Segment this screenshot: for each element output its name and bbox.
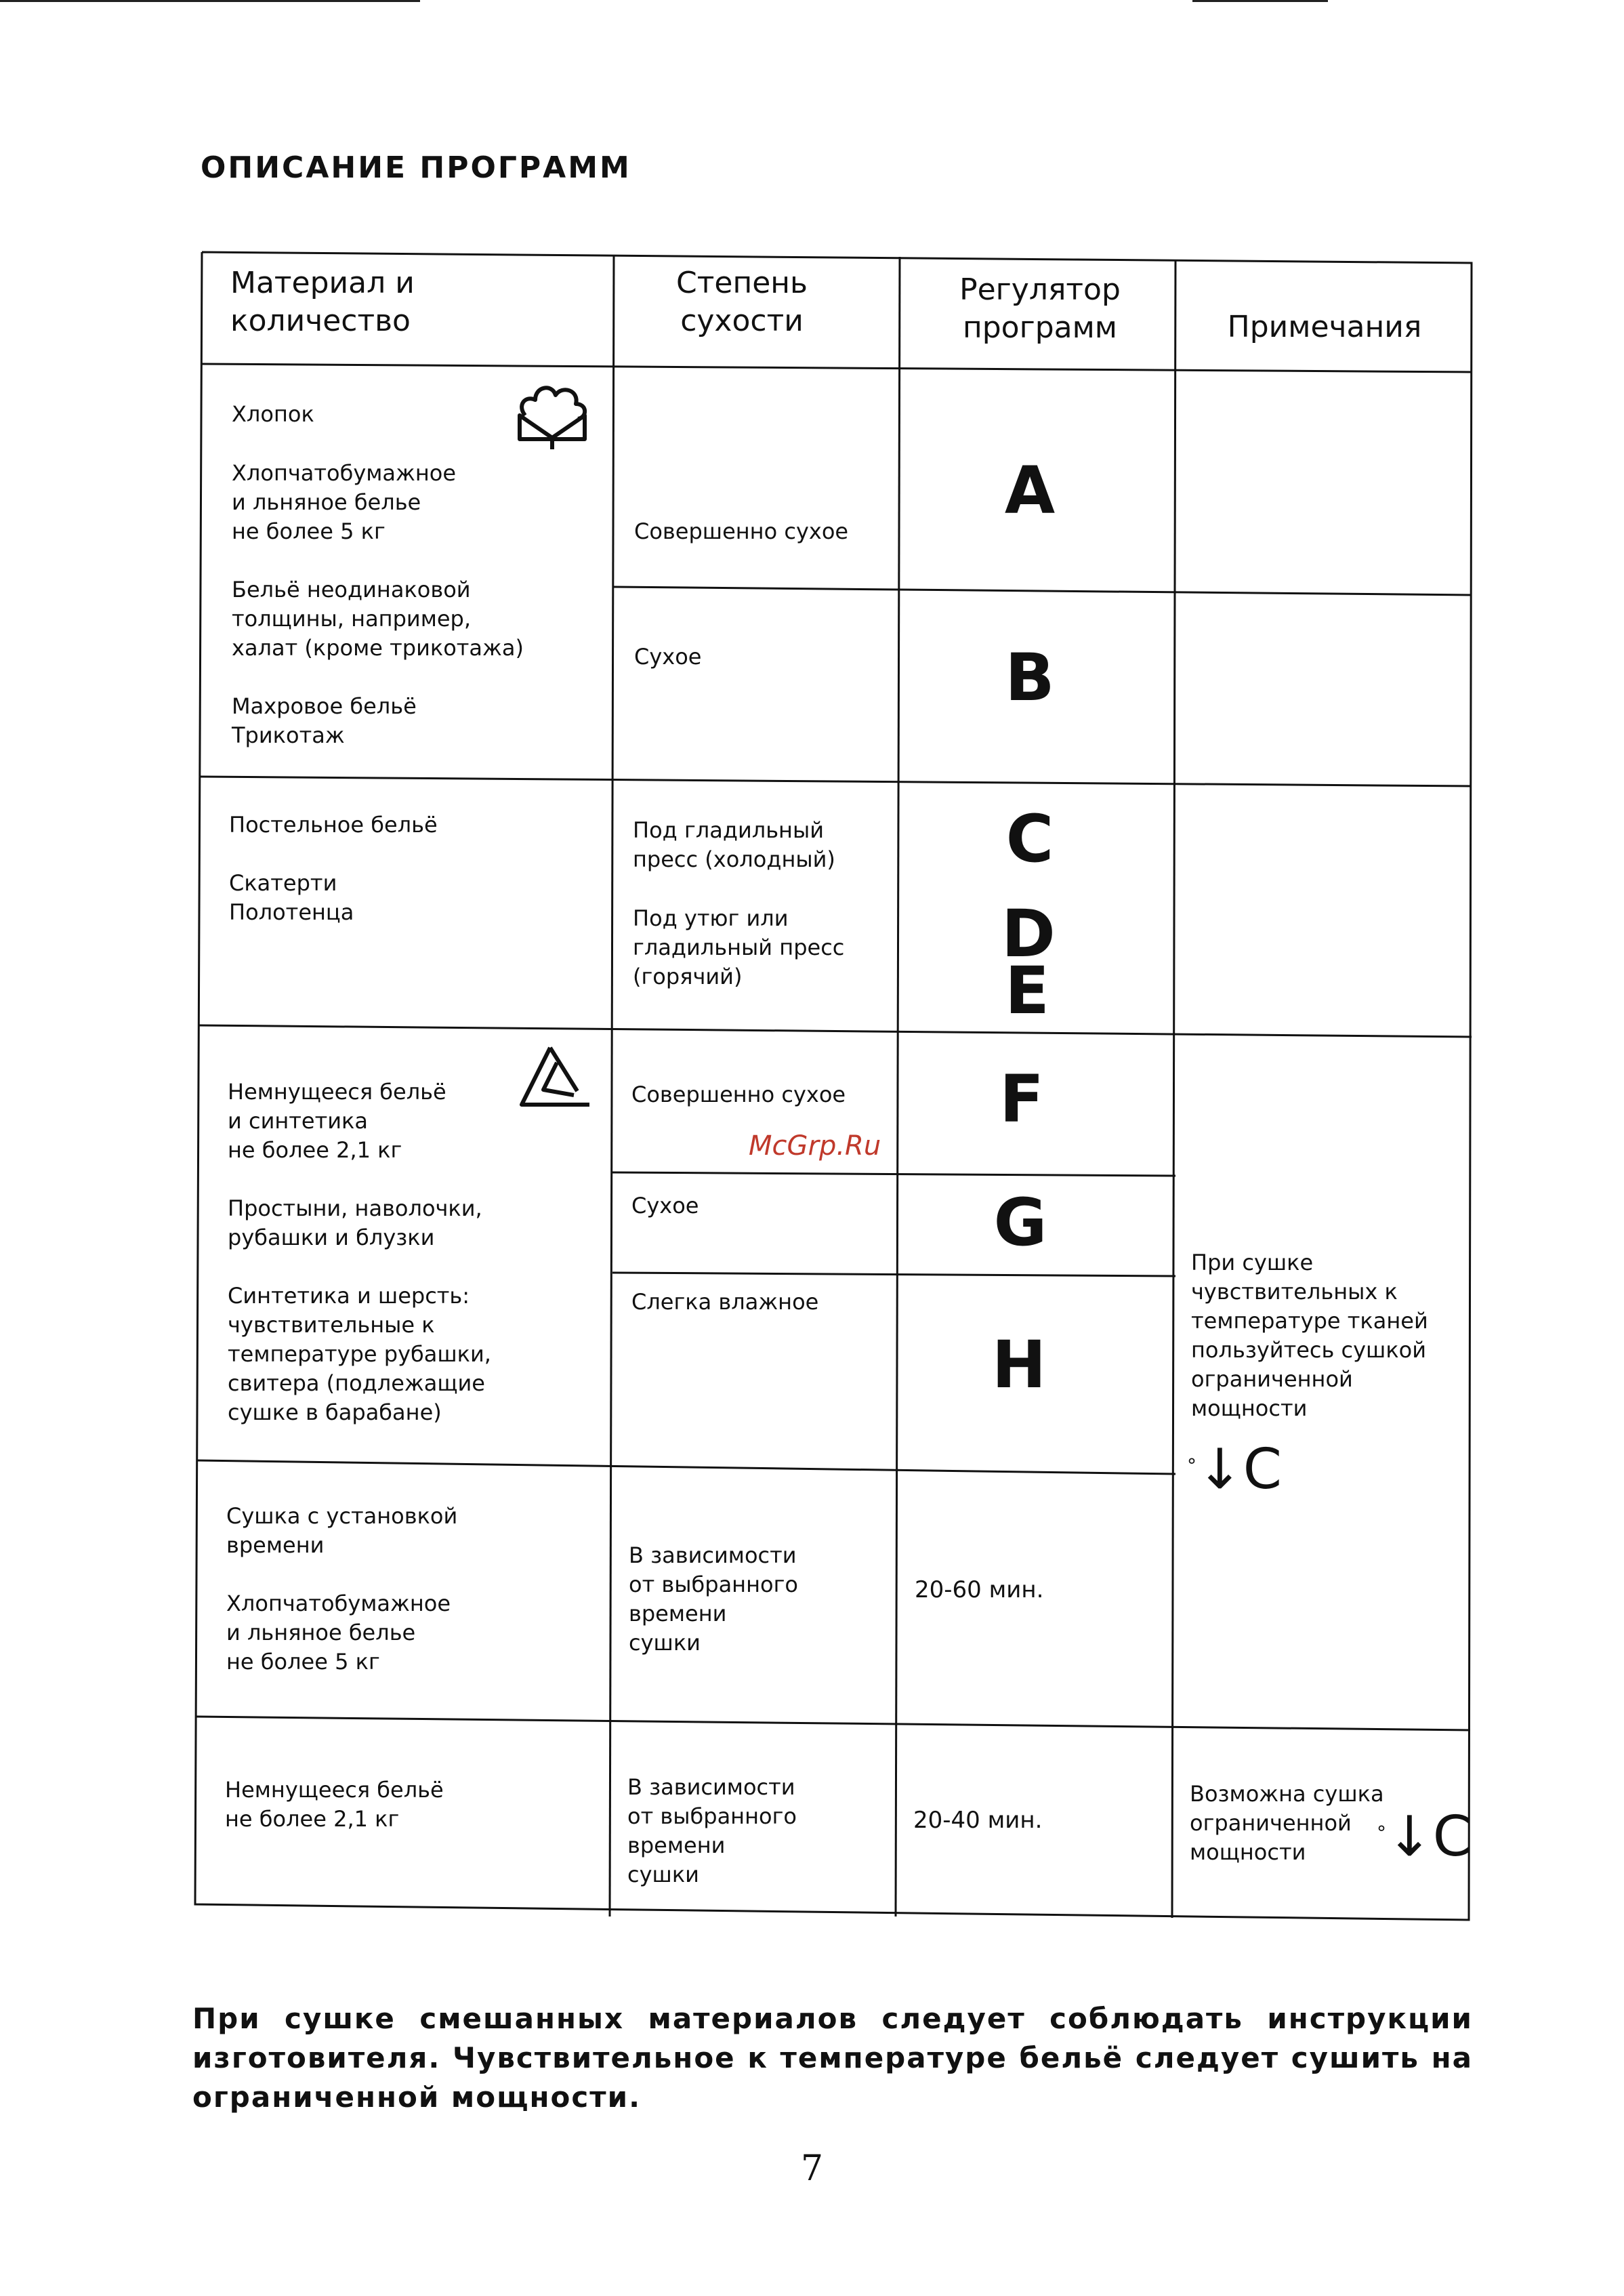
watermark: McGrp.Ru — [749, 1130, 881, 1162]
dryness-a: Совершенно сухое — [634, 518, 849, 544]
dryness-b: Сухое — [634, 644, 702, 670]
page-title: ОПИСАНИЕ ПРОГРАММ — [201, 150, 631, 185]
dryness-g: Сухое — [631, 1193, 699, 1218]
page-number: 7 — [800, 2148, 824, 2189]
timed-synthetic-dryness: В зависимости от выбранного времени сушки — [627, 1774, 797, 1887]
timed-synthetic-description: Немнущееся бельё не более 2,1 кг — [225, 1777, 444, 1832]
bedlinen-description: Постельное бельё Скатерти Полотенца — [229, 812, 438, 925]
timed-cotton-dryness: В зависимости от выбранного времени сушки — [629, 1542, 798, 1656]
timed-cotton-description: Сушка с установкой времени Хлопчатобумажное и льняное белье не более 5 кг — [226, 1503, 458, 1675]
header-dryness: Степень сухости — [676, 266, 808, 338]
scan-edge-line-right — [1192, 0, 1328, 2]
program-h: H — [991, 1327, 1047, 1403]
dryness-c: Под гладильный пресс (холодный) — [633, 817, 835, 872]
header-regulator: Регулятор программ — [959, 272, 1121, 345]
footer-note: При сушке смешанных материалов следует соблюдать инструкции изготовителя. Чувствительное к температуре бельё следует сушить на ограниченной мощности. — [192, 2002, 1473, 2114]
header-material: Материал и количество — [230, 266, 415, 338]
cotton-description: Хлопчатобумажное и льняное белье не более 5 кг Бельё неодинаковой толщины, например, халат (кроме трикотажа) Махровое бельё Трикотаж — [232, 460, 524, 748]
dryness-f: Совершенно сухое — [631, 1082, 846, 1107]
program-c: C — [1005, 801, 1054, 877]
temperature-reduced-icon: °↓C — [1187, 1437, 1282, 1502]
program-f: F — [999, 1061, 1044, 1137]
header-notes: Примечания — [1227, 310, 1422, 344]
program-g: G — [993, 1185, 1047, 1260]
temperature-reduced-icon-2: °↓C — [1377, 1805, 1472, 1869]
cotton-heading: Хлопок — [232, 401, 314, 427]
synthetic-triangle-icon — [516, 1042, 594, 1110]
dryness-de: Под утюг или гладильный пресс (горячий) — [633, 905, 845, 989]
synthetic-description: Немнущееся бельё и синтетика не более 2,1 кг Простыни, наволочки, рубашки и блузки Синтетика и шерсть: чувствительные к температуре рубашки, свитера (подлежащие сушке в барабане) — [228, 1079, 491, 1425]
program-e: E — [1005, 953, 1049, 1029]
program-d: D — [1001, 896, 1056, 972]
dryness-h: Слегка влажное — [631, 1289, 819, 1315]
timed-synthetic-note: Возможна сушка ограниченной мощности — [1190, 1781, 1384, 1865]
program-a: A — [1004, 453, 1056, 529]
synthetic-note: При сушке чувствительных к температуре тканей пользуйтесь сушкой ограниченной мощности — [1191, 1250, 1428, 1421]
program-b: B — [1005, 640, 1055, 716]
timed-cotton-program: 20-60 мин. — [915, 1576, 1044, 1603]
scan-edge-line-left — [0, 0, 420, 2]
timed-synthetic-program: 20-40 мин. — [913, 1807, 1043, 1834]
cotton-flower-icon — [512, 378, 593, 453]
